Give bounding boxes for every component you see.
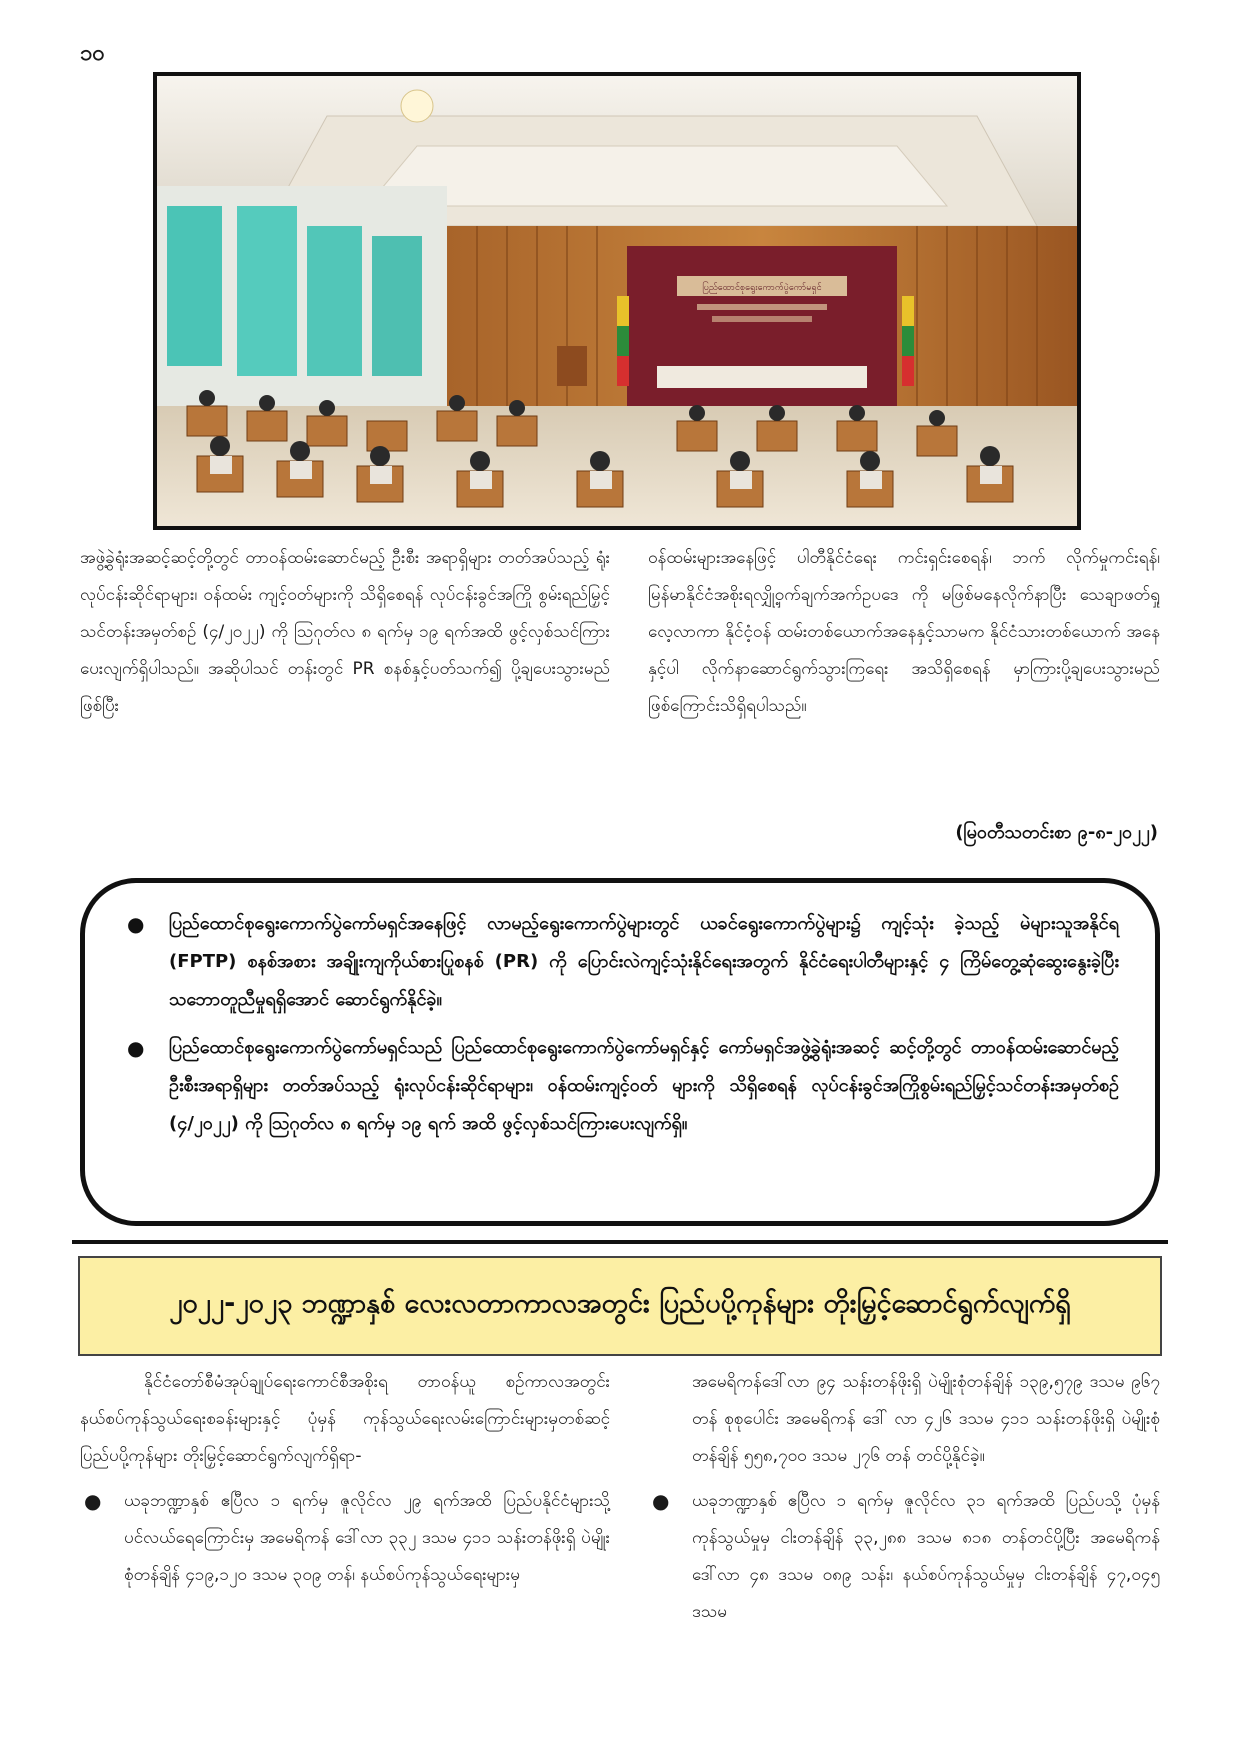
- page-number: ၁၀: [80, 41, 105, 66]
- summary-box: [80, 878, 1160, 1226]
- bullet-1-text: ယခုဘဏ္ဍာနှစ် ဧပြီလ ၁ ရက်မှ ဇူလိုင်လ ၂၉ ရက်အထိ ပြည်ပနိုင်ငံများသို့ ပင်လယ်ရေကြောင်းမှ အမေရိကန် ဒေါ်လာ ၃၃၂ ဒသမ ၄၁၁ သန်းတန်ဖိုးရှိ ပဲမျိုးစုံတန်ချိန် ၄၁၉,၁၂၀ ဒသမ ၃၀၉ တန်၊ နယ်စပ်ကုန်သွယ်ရေးများမှ: [124, 1491, 610, 1585]
- section-divider: [72, 1240, 1168, 1244]
- bullet-icon: ●: [127, 1036, 145, 1060]
- article-bottom-left-column: [80, 1364, 610, 1594]
- article-bottom-bullet-2: [648, 1483, 1160, 1631]
- article-bottom-bullet-1: [80, 1483, 610, 1594]
- bullet-icon: ●: [127, 912, 145, 936]
- article-headline: ၂၀၂၂-၂၀၂၃ ဘဏ္ဍာနှစ် လေးလတာကာလအတွင်း ပြည်ပပို့ကုန်များ တိုးမြှင့်ဆောင်ရွက်လျက်ရှိ: [78, 1256, 1162, 1356]
- bullet-icon: ●: [652, 1489, 670, 1513]
- summary-item: [127, 1029, 1119, 1143]
- article-bottom-right-column: [648, 1364, 1160, 1631]
- summary-item-text: ပြည်ထောင်စုရွေးကောက်ပွဲကော်မရှင်သည် ပြည်ထောင်စုရွေးကောက်ပွဲကော်မရှင်နှင့် ကော်မရှင်အဖွဲ့ခွဲရုံးအဆင့် ဆင့်တို့တွင် တာဝန်ထမ်းဆောင်မည့် ဦးစီးအရာရှိများ တတ်အပ်သည့် ရုံးလုပ်ငန်းဆိုင်ရာများ၊ ဝန်ထမ်းကျင့်ဝတ် များကို သိရှိစေရန် လုပ်ငန်းခွင်အကြိုစွမ်းရည်မြှင့်သင်တန်းအမှတ်စဉ် (၄/၂၀၂၂) ကို ဩဂုတ်လ ၈ ရက်မှ ၁၉ ရက် အထိ ဖွင့်လှစ်သင်ကြားပေးလျက်ရှိ။: [169, 1037, 1119, 1134]
- article-top-left-column: [80, 540, 610, 725]
- summary-item: [127, 905, 1119, 1019]
- article-top-left-text: အဖွဲ့ခွဲရုံးအဆင့်ဆင့်တို့တွင် တာဝန်ထမ်းဆောင်မည့် ဦးစီး အရာရှိများ တတ်အပ်သည့် ရုံးလုပ်ငန်းဆိုင်ရာများ၊ ဝန်ထမ်း ကျင့်ဝတ်များကို သိရှိစေရန် လုပ်ငန်းခွင်အကြို စွမ်းရည်မြှင့် သင်တန်းအမှတ်စဉ် (၄/၂၀၂၂) ကို ဩဂုတ်လ ၈ ရက်မှ ၁၉ ရက်အထိ ဖွင့်လှစ်သင်ကြားပေးလျက်ရှိပါသည်။ အဆိုပါသင် တန်းတွင် PR စနစ်နှင့်ပတ်သက်၍ ပို့ချပေးသွားမည်ဖြစ်ပြီး: [80, 548, 610, 716]
- meeting-hall-photo: [153, 72, 1081, 530]
- article-top-right-text: ဝန်ထမ်းများအနေဖြင့် ပါတီနိုင်ငံရေး ကင်းရှင်းစေရန်၊ ဘက် လိုက်မှုကင်းရန်၊ မြန်မာနိုင်ငံအစိုးရလျှို့ဝှက်ချက်အက်ဥပဒေ ကို မဖြစ်မနေလိုက်နာပြီး သေချာဖတ်ရှုလေ့လာကာ နိုင်ငံ့ဝန် ထမ်းတစ်ယောက်အနေနှင့်သာမက နိုင်ငံသားတစ်ယောက် အနေနှင့်ပါ လိုက်နာဆောင်ရွက်သွားကြရေး အသိရှိစေရန် မှာကြားပို့ချပေးသွားမည်ဖြစ်ကြောင်းသိရှိရပါသည်။: [648, 548, 1160, 716]
- summary-item-text: ပြည်ထောင်စုရွေးကောက်ပွဲကော်မရှင်အနေဖြင့် လာမည့်ရွေးကောက်ပွဲများတွင် ယခင်ရွေးကောက်ပွဲများ၌ ကျင့်သုံး ခဲ့သည့် မဲများသူအနိုင်ရ (FPTP) စနစ်အစား အချိုးကျကိုယ်စားပြုစနစ် (PR) ကို ပြောင်းလဲကျင့်သုံးနိုင်ရေးအတွက် နိုင်ငံရေးပါတီများနှင့် ၄ ကြိမ်တွေ့ဆုံဆွေးနွေးခဲ့ပြီး သဘောတူညီမှုရရှိအောင် ဆောင်ရွက်နိုင်ခဲ့။: [169, 913, 1119, 1010]
- meeting-hall-illustration: [157, 76, 1077, 526]
- bullet-2-text: ယခုဘဏ္ဍာနှစ် ဧပြီလ ၁ ရက်မှ ဇူလိုင်လ ၃၁ ရက်အထိ ပြည်ပသို့ ပုံမှန်ကုန်သွယ်မှုမှ ငါးတန်ချိန် ၃၃,၂၈၈ ဒသမ ၈၁၈ တန်တင်ပို့ပြီး အမေရိကန်ဒေါ်လာ ၄၈ ဒသမ ၀၈၉ သန်း၊ နယ်စပ်ကုန်သွယ်မှုမှ ငါးတန်ချိန် ၄၇,၀၄၅ ဒသမ: [692, 1491, 1160, 1622]
- article-bottom-continuation: အမေရိကန်ဒေါ်လာ ၉၄ သန်းတန်ဖိုးရှိ ပဲမျိုးစုံတန်ချိန် ၁၃၉,၅၇၉ ဒသမ ၉၆၇ တန် စုစုပေါင်း အမေရိကန် ဒေါ် လာ ၄၂၆ ဒသမ ၄၁၁ သန်းတန်ဖိုးရှိ ပဲမျိုးစုံတန်ချိန် ၅၅၈,၇၀၀ ဒသမ ၂၇၆ တန် တင်ပို့နိုင်ခဲ့။: [692, 1372, 1160, 1466]
- article-bottom-intro: နိုင်ငံတော်စီမံအုပ်ချုပ်ရေးကောင်စီအစိုးရ တာဝန်ယူ စဉ်ကာလအတွင်း နယ်စပ်ကုန်သွယ်ရေးစခန်းများနှင့် ပုံမှန် ကုန်သွယ်ရေးလမ်းကြောင်းများမှတစ်ဆင့် ပြည်ပပို့ကုန်များ တိုးမြှင့်ဆောင်ရွက်လျက်ရှိရာ-: [80, 1372, 610, 1466]
- banner-text: ပြည်ထောင်စုရွေးကောက်ပွဲကော်မရှင်: [702, 283, 822, 293]
- bullet-icon: ●: [84, 1489, 102, 1513]
- article-top-right-column: [648, 540, 1160, 725]
- summary-list: [127, 905, 1119, 1143]
- source-credit: (မြဝတီသတင်းစာ ၉-၈-၂၀၂၂): [955, 822, 1158, 843]
